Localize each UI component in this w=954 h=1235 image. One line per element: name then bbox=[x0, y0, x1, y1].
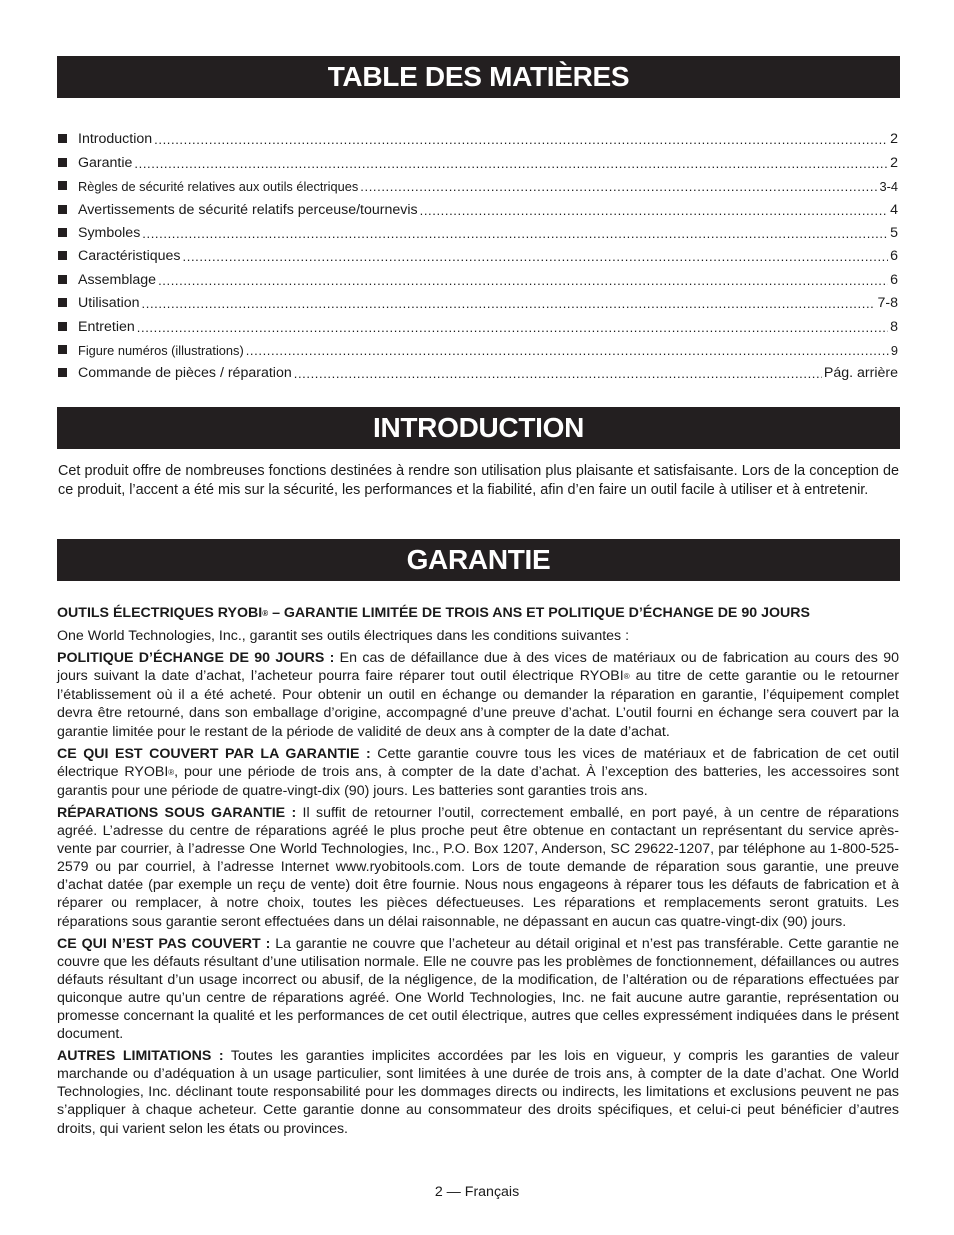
garantie-title: GARANTIE bbox=[57, 539, 900, 581]
toc-item-label: Symboles bbox=[78, 224, 141, 241]
toc-item-page: 7-8 bbox=[877, 295, 898, 312]
toc-item-symboles[interactable] bbox=[57, 218, 898, 241]
repairs-label: RÉPARATIONS SOUS GARANTIE : bbox=[57, 804, 297, 821]
limitations-label: AUTRES LIMITATIONS : bbox=[57, 1048, 224, 1065]
dot-leader bbox=[360, 181, 877, 194]
not-covered-label: CE QUI N’EST PAS COUVERT : bbox=[57, 935, 271, 952]
dot-leader bbox=[246, 345, 889, 358]
toc-item-garantie[interactable] bbox=[57, 147, 898, 170]
dot-leader bbox=[294, 367, 822, 381]
page-footer: 2 — Français bbox=[434, 1184, 520, 1200]
exchange-policy-paragraph: POLITIQUE D’ÉCHANGE DE 90 JOURS : En cas de défaillance due à des vices de matériaux ou de fabrication au cours des 90 jours suivant la date d’achat, l’acheteur pourra faire réparer tout outil électrique RYOBI® au titre de cette garantie ou le retourner l’établissement où il a été acheté. Pour obtenir un outil en échange ou demander la réparation en garantie, l’équipement complet devra être retourné, dans son emballage d’origine, accompagné d’une preuve d’achat. L’outil fourni en échange sera couvert par la garantie limitée pour le restant de la période de validité de deux ans à compter de la date d’achat. bbox=[57, 650, 900, 740]
table-of-contents bbox=[57, 124, 898, 381]
toc-item-label: Commande de pièces / réparation bbox=[78, 365, 292, 382]
toc-item-page: 6 bbox=[890, 248, 898, 265]
toc-item-page: 4 bbox=[890, 201, 898, 218]
exchange-policy-label: POLITIQUE D’ÉCHANGE DE 90 JOURS : bbox=[57, 650, 335, 667]
introduction-title: INTRODUCTION bbox=[57, 407, 900, 449]
dot-leader bbox=[154, 133, 888, 147]
dot-leader bbox=[134, 157, 888, 171]
square-bullet-icon bbox=[58, 251, 67, 260]
toc-item-commande-pieces[interactable] bbox=[57, 358, 898, 381]
warranty-section bbox=[57, 604, 899, 1142]
dot-leader bbox=[183, 250, 889, 264]
square-bullet-icon bbox=[58, 275, 67, 284]
toc-item-entretien[interactable] bbox=[57, 311, 898, 334]
toc-item-page: 2 bbox=[890, 131, 898, 148]
square-bullet-icon bbox=[58, 298, 67, 307]
toc-item-figures[interactable] bbox=[57, 335, 898, 358]
toc-item-page: 3-4 bbox=[879, 179, 898, 195]
dot-leader bbox=[142, 227, 888, 241]
dot-leader bbox=[420, 203, 889, 217]
toc-item-avertissements[interactable] bbox=[57, 194, 898, 217]
square-bullet-icon bbox=[58, 322, 67, 331]
toc-title: TABLE DES MATIÈRES bbox=[57, 56, 900, 98]
toc-item-label: Entretien bbox=[78, 318, 135, 335]
square-bullet-icon bbox=[58, 228, 67, 237]
toc-item-label: Caractéristiques bbox=[78, 248, 181, 265]
toc-item-page: 8 bbox=[890, 318, 898, 335]
toc-item-introduction[interactable] bbox=[57, 124, 898, 147]
limitations-paragraph: AUTRES LIMITATIONS : Toutes les garanties implicites accordées par les lois en vigueur, y compris les garanties de valeur marchande ou d’adéquation à un usage particulier, sont limitées à une durée de trois ans, à compter de la date d’achat. One World Technologies, Inc. déclinant toute responsabilité pour les dommages directs ou indirects, les limitations et exclusions peuvent ne pas s’appliquer à chaque acheteur. Cette garantie donne au consommateur des droits spécifiques, et celui-ci peut bénéficier d’autres droits, qui varient selon les états ou provinces. bbox=[57, 1048, 899, 1137]
not-covered-paragraph: CE QUI N’EST PAS COUVERT : La garantie ne couvre que l’acheteur au détail original et n’est pas transférable. Cette garantie ne couvre que les défauts résultant d’une utilisation normale. Elle ne couvre pas les problèmes de fonctionnement, défaillances ou autres défauts résultant d’un usage incorrect ou abusif, de la négligence, de la modification, de l’altération ou de réparations effectuées par quiconque autre qu’un centre de réparations agréé. One World Technologies, Inc. ne fait aucune autre garantie, représentation ou promesse concernant la qualité et les performances de cet outil électrique, autres que celles expressément indiquées dans le présent document. bbox=[57, 935, 900, 1043]
toc-item-regles-securite[interactable] bbox=[57, 171, 898, 194]
square-bullet-icon bbox=[58, 181, 67, 190]
toc-item-label: Utilisation bbox=[78, 295, 140, 312]
toc-item-page: 6 bbox=[890, 271, 898, 288]
toc-item-label: Règles de sécurité relatives aux outils électriques bbox=[78, 179, 359, 195]
toc-item-page: 5 bbox=[890, 224, 898, 241]
toc-item-utilisation[interactable] bbox=[57, 288, 898, 311]
toc-item-label: Introduction bbox=[78, 131, 153, 148]
dot-leader bbox=[142, 297, 876, 311]
toc-item-label: Avertissements de sécurité relatifs perceuse/tournevis bbox=[78, 201, 418, 218]
introduction-body: Cet produit offre de nombreuses fonctions destinées à rendre son utilisation plus plaisante et satisfaisante. Lors de la conception de ce produit, l’accent a été mis sur la sécurité, les performances et la fiabilité, afin d’en faire un outil facile à utiliser et à entretenir. bbox=[58, 463, 899, 498]
warranty-heading: OUTILS ÉLECTRIQUES RYOBI® – GARANTIE LIMITÉE DE TROIS ANS ET POLITIQUE D’ÉCHANGE DE 90 JOURS bbox=[57, 605, 810, 621]
square-bullet-icon bbox=[58, 368, 67, 377]
square-bullet-icon bbox=[58, 158, 67, 167]
dot-leader bbox=[158, 274, 888, 288]
toc-item-page: 9 bbox=[890, 342, 898, 358]
toc-item-label: Figure numéros (illustrations) bbox=[78, 342, 244, 358]
square-bullet-icon bbox=[58, 205, 67, 214]
coverage-paragraph: CE QUI EST COUVERT PAR LA GARANTIE : Cette garantie couvre tous les vices de matériaux et de fabrication de cet outil électrique RYOBI®, pour une période de trois ans, à compter de la date d’achat. À l’exception des batteries, les accessoires sont garantis pour une période de quatre-vingt-dix (90) jours. Les batteries sont garanties trois ans. bbox=[57, 745, 899, 799]
repairs-paragraph: RÉPARATIONS SOUS GARANTIE : Il suffit de retourner l’outil, correctement emballé, en port payé, à un centre de réparations agréé. L’adresse du centre de réparations agréé le plus proche peut être obtenue en contactant un représentant du service après-vente par courrier, à l’adresse One World Technologies, Inc., P.O. Box 1207, Anderson, SC 29622-1207, par téléphone au 1-800-525-2579 ou par courriel, à l’adresse Internet www.ryobitools.com. Lors de toute demande de réparation sous garantie, une preuve d’achat datée (par exemple un reçu de vente) doit être fournie. Nous nous engageons à réparer tous les défauts de fabrication et à réparer ou remplacer, à notre choix, toutes les pièces défectueuses. Les réparations et remplacements seront gratuits. Les réparations sous garantie seront effectuées dans un délai raisonnable, ne dépassant en aucun cas quatre-vingt-dix (90) jours. bbox=[57, 804, 900, 930]
square-bullet-icon bbox=[58, 134, 67, 143]
square-bullet-icon bbox=[58, 345, 67, 354]
toc-item-page: Pág. arrière bbox=[823, 365, 898, 382]
toc-item-assemblage[interactable] bbox=[57, 264, 898, 287]
coverage-label: CE QUI EST COUVERT PAR LA GARANTIE : bbox=[57, 745, 371, 762]
toc-item-page: 2 bbox=[890, 154, 898, 171]
toc-item-label: Garantie bbox=[78, 154, 133, 171]
warranty-intro: One World Technologies, Inc., garantit ses outils électriques dans les conditions suivantes : bbox=[57, 628, 630, 645]
toc-item-label: Assemblage bbox=[78, 271, 157, 288]
dot-leader bbox=[137, 320, 888, 334]
toc-item-caracteristiques[interactable] bbox=[57, 241, 898, 264]
